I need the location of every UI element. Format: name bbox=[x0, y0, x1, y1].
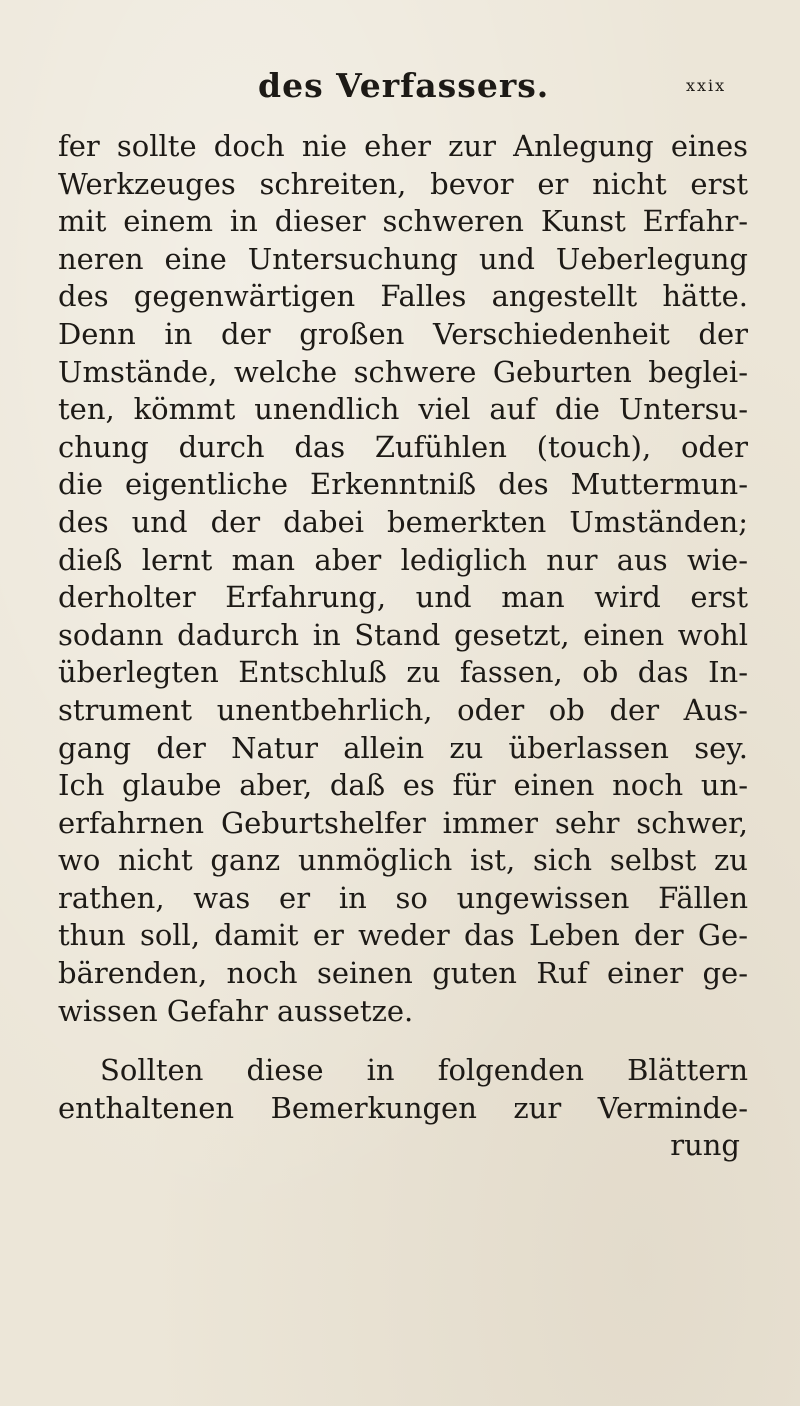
text-line: des gegenwärtigen Falles angestellt hätte. bbox=[58, 279, 748, 314]
text-line: Ich glaube aber, daß es für einen noch un- bbox=[58, 768, 748, 803]
text-line: strument unentbehrlich, oder ob der Aus- bbox=[58, 692, 748, 727]
text-line: fer sollte doch nie eher zur Anlegung eines bbox=[58, 129, 748, 163]
text-line: sodann dadurch in Stand gesetzt, einen wohl bbox=[58, 617, 748, 652]
text-line: mit einem in dieser schweren Kunst Erfahr- bbox=[58, 204, 748, 239]
text-line: Sollten diese in folgenden Blättern bbox=[100, 1053, 748, 1088]
text-line: enthaltenen Bemerkungen zur Verminde- bbox=[58, 1090, 748, 1125]
text-line: erfahrnen Geburtshelfer immer sehr schwer, bbox=[58, 805, 748, 840]
page-number: xxix bbox=[686, 76, 727, 95]
text-line: Denn in der großen Verschiedenheit der bbox=[58, 316, 748, 351]
paragraph-2 bbox=[58, 1052, 748, 1127]
text-line: wissen Gefahr aussetze. bbox=[58, 993, 414, 1028]
text-line: wo nicht ganz unmöglich ist, sich selbst zu bbox=[58, 843, 748, 878]
text-line: bärenden, noch seinen guten Ruf einer ge- bbox=[58, 956, 748, 991]
text-line: thun soll, damit er weder das Leben der Ge- bbox=[58, 918, 748, 953]
text-line: gang der Natur allein zu überlassen sey. bbox=[58, 730, 748, 765]
running-title: des Verfassers. bbox=[258, 66, 550, 105]
text-line: chung durch das Zufühlen (touch), oder bbox=[58, 429, 748, 464]
body-text bbox=[58, 128, 748, 1165]
text-line: neren eine Untersuchung und Ueberlegung bbox=[58, 241, 748, 276]
text-line: ten, kömmt unendlich viel auf die Untersu- bbox=[58, 392, 748, 427]
catchword: rung bbox=[670, 1128, 740, 1163]
text-line: überlegten Entschluß zu fassen, ob das In- bbox=[58, 655, 748, 690]
text-line: des und der dabei bemerkten Umständen; bbox=[58, 504, 748, 539]
page-header bbox=[0, 66, 800, 110]
paragraph-1 bbox=[58, 128, 748, 1030]
text-line: Werkzeuges schreiten, bevor er nicht erst bbox=[58, 166, 748, 201]
text-line: rathen, was er in so ungewissen Fällen bbox=[58, 880, 748, 915]
text-line: die eigentliche Erkenntniß des Muttermun- bbox=[58, 467, 748, 502]
text-line: derholter Erfahrung, und man wird erst bbox=[58, 580, 748, 615]
text-line: dieß lernt man aber lediglich nur aus wie- bbox=[58, 542, 748, 577]
text-line: Umstände, welche schwere Geburten beglei- bbox=[58, 354, 748, 389]
paragraph-gap bbox=[58, 1030, 748, 1052]
